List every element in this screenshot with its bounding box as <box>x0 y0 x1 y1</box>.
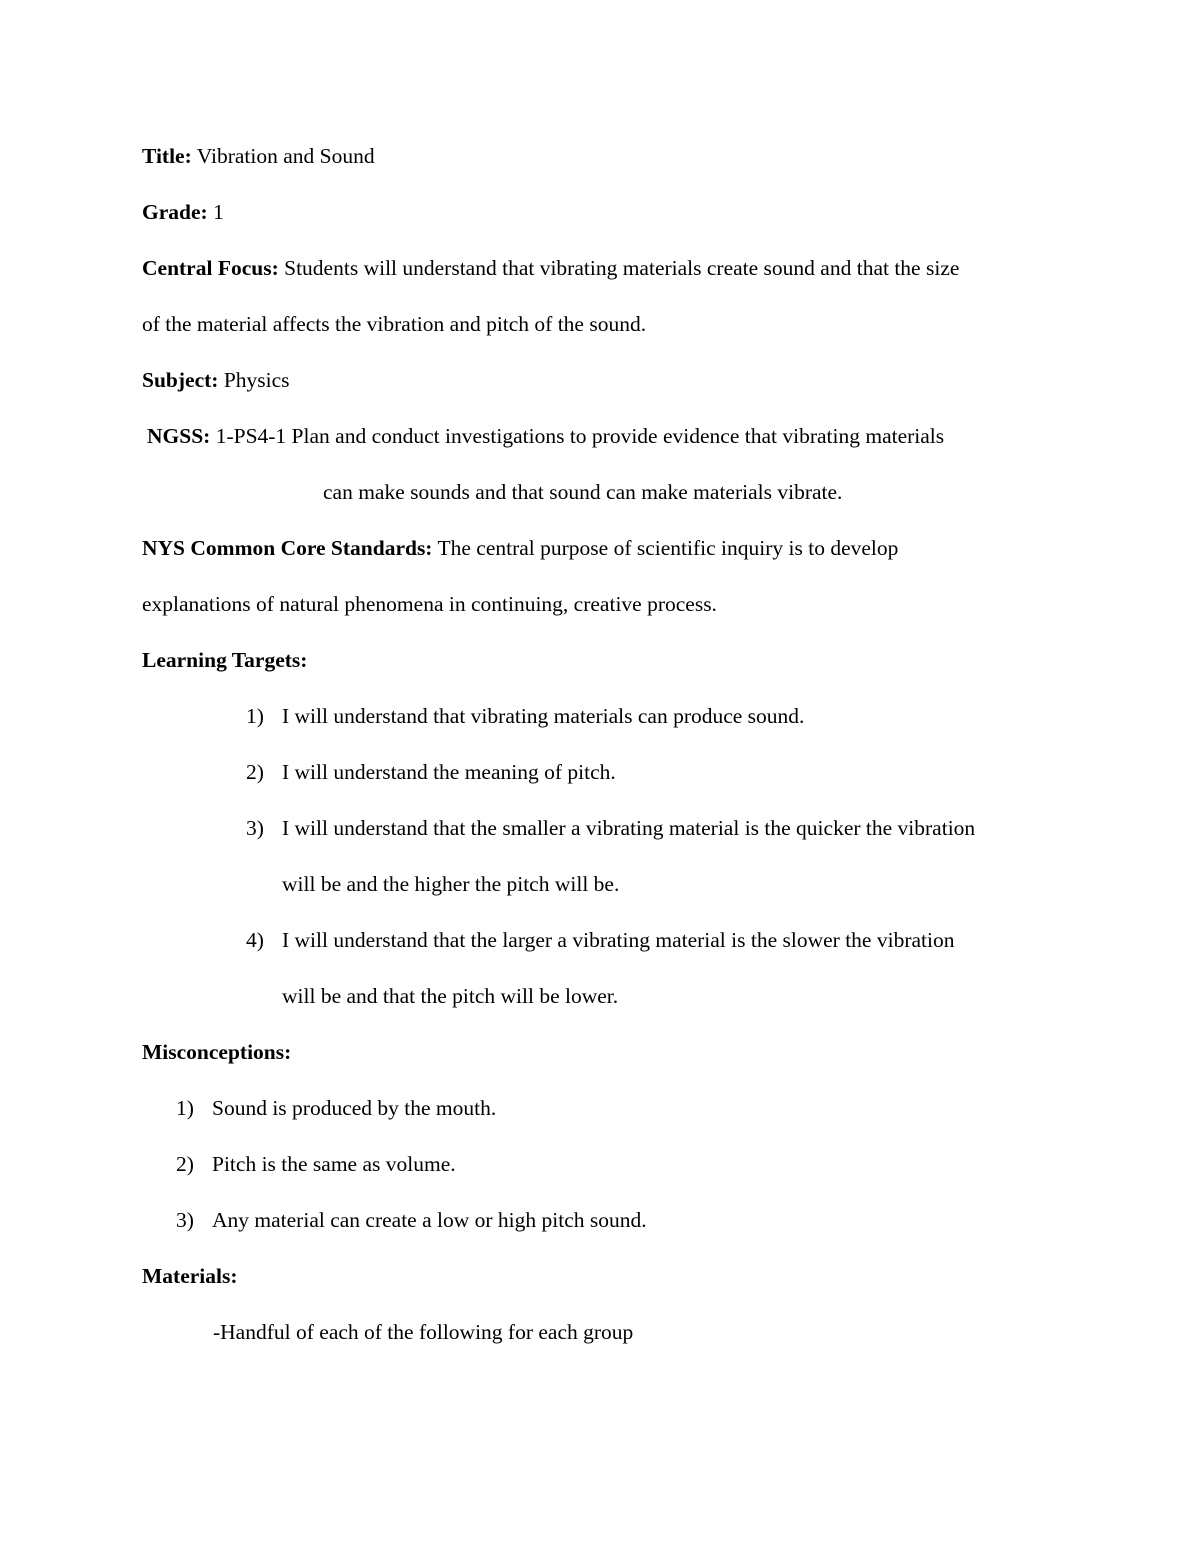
misconception-number: 2) <box>176 1152 194 1176</box>
misconception-number: 1) <box>176 1096 194 1120</box>
misconception-text: Pitch is the same as volume. <box>212 1152 456 1176</box>
learning-target-text: I will understand the meaning of pitch. <box>282 760 616 784</box>
ngss-label: NGSS: <box>147 424 211 448</box>
learning-target-number: 1) <box>246 704 264 728</box>
learning-target-text-continued: will be and the higher the pitch will be. <box>282 872 620 896</box>
learning-target-text: I will understand that the larger a vibrating material is the slower the vibration <box>282 928 955 952</box>
materials-line-1: -Handful of each of the following for each group <box>213 1320 634 1344</box>
learning-target-text: I will understand that vibrating materials can produce sound. <box>282 704 805 728</box>
nys-line-1 <box>142 533 898 563</box>
learning-target-text-continued: will be and that the pitch will be lower. <box>282 984 619 1008</box>
central-focus-text-1: Students will understand that vibrating materials create sound and that the size <box>284 256 960 280</box>
ngss-text-1: 1-PS4-1 Plan and conduct investigations to provide evidence that vibrating materials <box>215 424 945 448</box>
central-focus-line-2: of the material affects the vibration and pitch of the sound. <box>142 312 647 336</box>
nys-label: NYS Common Core Standards: <box>142 536 433 560</box>
materials-heading: Materials: <box>142 1264 238 1288</box>
subject-line <box>142 365 290 395</box>
title-label: Title: <box>142 144 192 168</box>
grade-value: 1 <box>213 200 224 224</box>
title-value: Vibration and Sound <box>196 144 375 168</box>
nys-line-2: explanations of natural phenomena in continuing, creative process. <box>142 592 717 616</box>
learning-target-number: 4) <box>246 928 264 952</box>
learning-target-text: I will understand that the smaller a vibrating material is the quicker the vibration <box>282 816 976 840</box>
learning-target-number: 3) <box>246 816 264 840</box>
central-focus-label: Central Focus: <box>142 256 279 280</box>
grade-label: Grade: <box>142 200 208 224</box>
ngss-line-2: can make sounds and that sound can make materials vibrate. <box>323 480 843 504</box>
grade-line <box>142 197 224 227</box>
misconception-text: Sound is produced by the mouth. <box>212 1096 497 1120</box>
learning-target-number: 2) <box>246 760 264 784</box>
misconception-number: 3) <box>176 1208 194 1232</box>
ngss-line-1 <box>147 421 944 451</box>
title-line <box>142 141 375 171</box>
subject-label: Subject: <box>142 368 219 392</box>
central-focus-line-1 <box>142 253 959 283</box>
nys-text-1: The central purpose of scientific inquiry is to develop <box>437 536 899 560</box>
misconceptions-heading: Misconceptions: <box>142 1040 292 1064</box>
learning-targets-heading: Learning Targets: <box>142 648 308 672</box>
subject-value: Physics <box>223 368 290 392</box>
misconception-text: Any material can create a low or high pitch sound. <box>212 1208 647 1232</box>
